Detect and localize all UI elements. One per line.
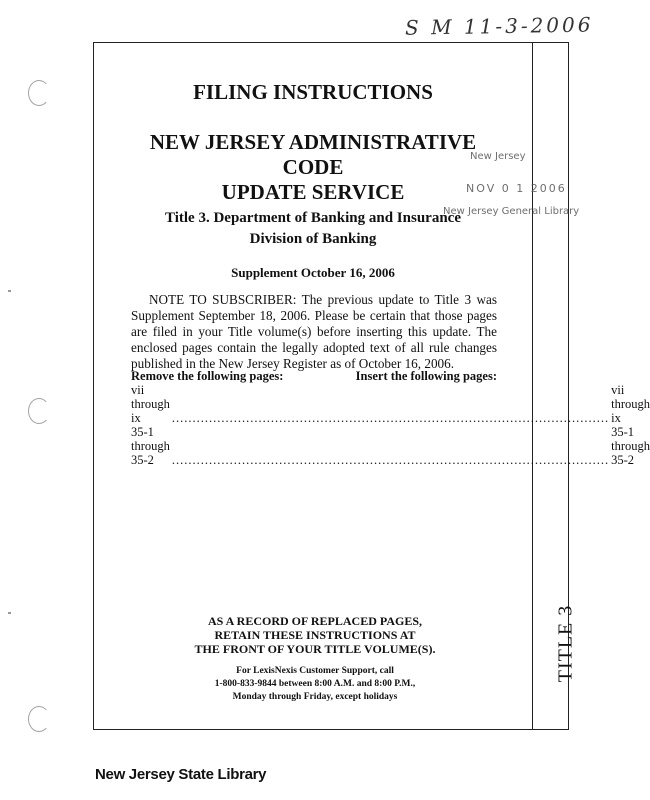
binder-hole-middle	[28, 398, 50, 424]
page-title: FILING INSTRUCTIONS	[193, 80, 433, 104]
binder-hole-bottom	[28, 706, 50, 732]
insert-header: Insert the following pages:	[355, 369, 497, 383]
handwritten-date-note: S M 11-3-2006	[404, 12, 594, 40]
page-list-row	[131, 425, 650, 467]
spine-divider	[532, 42, 533, 730]
binder-hole-top	[28, 80, 50, 106]
remove-pages: vii through ix	[131, 383, 170, 425]
received-stamp-line-1: New Jersey	[470, 151, 526, 162]
department-line-1: Title 3. Department of Banking and Insurance	[164, 210, 461, 226]
subtitle-line-1: NEW JERSEY ADMINISTRATIVE CODE	[149, 130, 477, 179]
edge-mark	[8, 612, 11, 614]
record-line-1: AS A RECORD OF REPLACED PAGES,	[207, 614, 423, 628]
insert-pages: 35-1 through 35-2	[611, 425, 650, 467]
spine-title-label: TITLE 3	[554, 604, 577, 683]
page-list-row	[131, 383, 650, 425]
supplement-date: Supplement October 16, 2006	[231, 265, 395, 280]
support-line-2: 1-800-833-9844 between 8:00 A.M. and 8:00 P.M.,	[214, 679, 416, 689]
remove-pages: 35-1 through 35-2	[131, 425, 170, 467]
support-line-1: For LexisNexis Customer Support, call	[236, 666, 394, 676]
dot-leader: ..........................................................................................................	[171, 453, 610, 467]
edge-mark	[8, 290, 11, 292]
library-footer: New Jersey State Library	[95, 766, 267, 783]
insert-pages: vii through ix	[611, 383, 650, 425]
subscriber-note: NOTE TO SUBSCRIBER: The previous update to Title 3 was Supplement September 18, 2006. Please be certain that those pages are filed in your Title volume(s) before inserting this update. The enclosed pages contain the legally adopted text of all rule changes published in the New Jersey Register as of October 16, 2006.	[131, 292, 497, 371]
remove-header: Remove the following pages:	[131, 369, 284, 383]
support-line-3: Monday through Friday, except holidays	[232, 692, 398, 702]
received-stamp-line-3: New Jersey General Library	[443, 206, 580, 217]
customer-support-info	[180, 665, 450, 704]
department-heading	[128, 208, 498, 250]
page-replacement-list	[131, 369, 650, 467]
record-notice	[180, 614, 450, 656]
page-list-header	[131, 369, 497, 383]
record-line-2: RETAIN THESE INSTRUCTIONS AT	[214, 628, 416, 642]
received-stamp-date: NOV 0 1 2006	[466, 182, 567, 195]
dot-leader: ..........................................................................................................	[171, 411, 610, 425]
subtitle-line-2: UPDATE SERVICE	[221, 180, 405, 204]
department-line-2: Division of Banking	[249, 231, 377, 247]
record-line-3: THE FRONT OF YOUR TITLE VOLUME(S).	[194, 642, 436, 656]
code-title	[128, 130, 498, 205]
